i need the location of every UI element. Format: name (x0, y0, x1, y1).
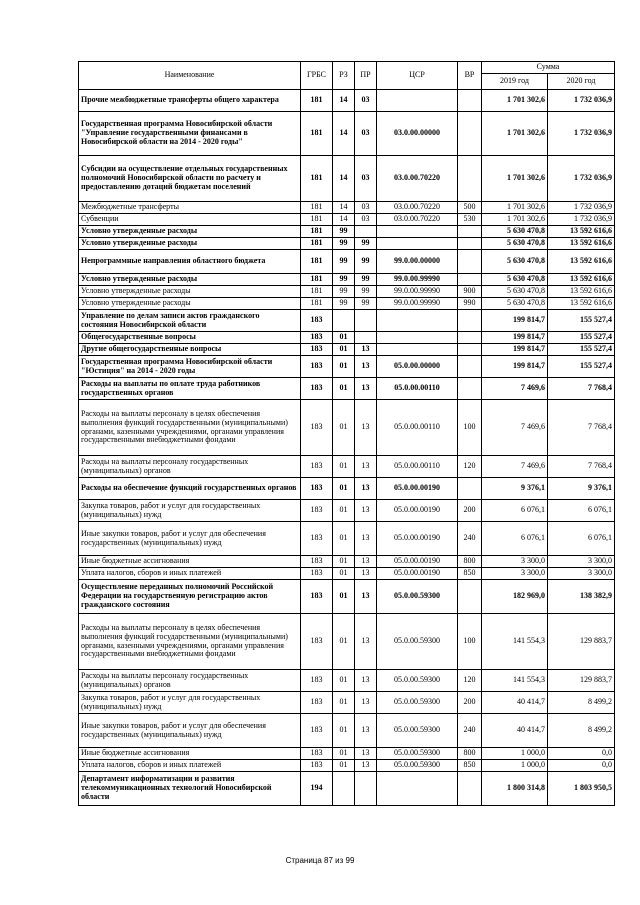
cell-name: Государственная программа Новосибирской области "Управление государственными финансами в Новосибирской области на 2014 - 2020 годы" (79, 112, 301, 156)
cell-name: Условно утвержденные расходы (79, 286, 301, 298)
cell-rz: 14 (333, 90, 355, 112)
cell-vr: 800 (458, 556, 482, 568)
cell-name: Управление по делам записи актов гражданского состояния Новосибирской области (79, 310, 301, 332)
table-row (79, 670, 615, 692)
cell-pr: 99 (355, 250, 377, 274)
table-row (79, 772, 615, 806)
cell-rz: 14 (333, 156, 355, 202)
cell-rz: 99 (333, 286, 355, 298)
cell-s2020: 1 803 950,5 (548, 772, 615, 806)
cell-s2019: 1 701 302,6 (482, 112, 548, 156)
cell-csr: 05.0.00.00190 (377, 522, 458, 556)
cell-pr: 13 (355, 556, 377, 568)
cell-grbs: 183 (301, 556, 333, 568)
cell-grbs: 183 (301, 356, 333, 378)
cell-s2019: 9 376,1 (482, 478, 548, 500)
cell-pr: 99 (355, 286, 377, 298)
cell-csr: 05.0.00.00110 (377, 378, 458, 400)
header-grbs: ГРБС (301, 62, 333, 90)
cell-rz: 01 (333, 378, 355, 400)
cell-name: Закупка товаров, работ и услуг для государственных (муниципальных) нужд (79, 692, 301, 714)
cell-s2019: 199 814,7 (482, 344, 548, 356)
cell-s2019: 5 630 470,8 (482, 226, 548, 238)
cell-name: Иные закупки товаров, работ и услуг для обеспечения государственных (муниципальных) нужд (79, 714, 301, 748)
cell-grbs: 183 (301, 614, 333, 670)
cell-s2019: 40 414,7 (482, 692, 548, 714)
cell-pr: 13 (355, 568, 377, 580)
cell-rz: 01 (333, 400, 355, 456)
cell-name: Иные бюджетные ассигнования (79, 556, 301, 568)
cell-vr: 900 (458, 286, 482, 298)
cell-rz: 01 (333, 748, 355, 760)
cell-name: Субсидии на осуществление отдельных государственных полномочий Новосибирской области по расчету и предоставлению дотаций бюджетам поселений (79, 156, 301, 202)
cell-s2019: 1 800 314,8 (482, 772, 548, 806)
cell-rz: 01 (333, 500, 355, 522)
table-row (79, 332, 615, 344)
cell-pr: 99 (355, 274, 377, 286)
cell-name: Расходы на выплаты персоналу в целях обеспечения выполнения функций государственными (муниципальными) органами, казенными учреждениями, органами управления государственными внебюджетными фондами (79, 400, 301, 456)
cell-grbs: 181 (301, 238, 333, 250)
cell-name: Условно утвержденные расходы (79, 238, 301, 250)
cell-vr: 100 (458, 400, 482, 456)
cell-s2019: 7 469,6 (482, 456, 548, 478)
cell-pr: 13 (355, 344, 377, 356)
cell-name: Межбюджетные трансферты (79, 202, 301, 214)
cell-s2020: 0,0 (548, 748, 615, 760)
cell-vr: 120 (458, 670, 482, 692)
cell-name: Закупка товаров, работ и услуг для государственных (муниципальных) нужд (79, 500, 301, 522)
header-csr: ЦСР (377, 62, 458, 90)
cell-s2019: 199 814,7 (482, 356, 548, 378)
cell-s2020: 7 768,4 (548, 400, 615, 456)
cell-rz: 01 (333, 714, 355, 748)
cell-pr: 03 (355, 202, 377, 214)
cell-csr: 05.0.00.00190 (377, 556, 458, 568)
cell-s2020: 13 592 616,6 (548, 250, 615, 274)
table-row (79, 226, 615, 238)
cell-s2020: 1 732 036,9 (548, 90, 615, 112)
cell-s2019: 7 469,6 (482, 378, 548, 400)
header-name: Наименование (79, 62, 301, 90)
cell-grbs: 183 (301, 670, 333, 692)
cell-vr: 850 (458, 568, 482, 580)
cell-rz: 14 (333, 202, 355, 214)
cell-s2020: 13 592 616,6 (548, 238, 615, 250)
table-row (79, 714, 615, 748)
table-row (79, 378, 615, 400)
cell-csr: 03.0.00.70220 (377, 214, 458, 226)
cell-csr: 99.0.00.00000 (377, 250, 458, 274)
cell-s2019: 40 414,7 (482, 714, 548, 748)
cell-rz: 01 (333, 556, 355, 568)
cell-rz: 01 (333, 568, 355, 580)
cell-name: Прочие межбюджетные трансферты общего характера (79, 90, 301, 112)
cell-csr (377, 310, 458, 332)
cell-pr: 03 (355, 156, 377, 202)
cell-grbs: 183 (301, 310, 333, 332)
table-row (79, 250, 615, 274)
table-row (79, 456, 615, 478)
table-row (79, 568, 615, 580)
header-year-2019: 2019 год (482, 74, 548, 90)
cell-grbs: 183 (301, 748, 333, 760)
page-footer: Страница 87 из 99 (285, 856, 355, 865)
cell-pr: 03 (355, 112, 377, 156)
cell-rz: 01 (333, 670, 355, 692)
cell-pr: 03 (355, 90, 377, 112)
cell-name: Осуществление переданных полномочий Российской Федерации на государственную регистрацию актов гражданского состояния (79, 580, 301, 614)
cell-rz: 01 (333, 332, 355, 344)
header-sum: Сумма (482, 62, 615, 74)
cell-s2019: 1 000,0 (482, 760, 548, 772)
cell-vr (458, 274, 482, 286)
cell-csr (377, 90, 458, 112)
cell-rz (333, 772, 355, 806)
cell-s2019: 7 469,6 (482, 400, 548, 456)
cell-name: Условно утвержденные расходы (79, 274, 301, 286)
cell-rz: 99 (333, 250, 355, 274)
cell-s2019: 6 076,1 (482, 522, 548, 556)
cell-grbs: 181 (301, 90, 333, 112)
cell-s2020: 8 499,2 (548, 714, 615, 748)
cell-grbs: 181 (301, 286, 333, 298)
table-row (79, 156, 615, 202)
cell-s2020: 0,0 (548, 760, 615, 772)
cell-grbs: 183 (301, 760, 333, 772)
table-row (79, 298, 615, 310)
cell-s2020: 1 732 036,9 (548, 214, 615, 226)
table-row (79, 692, 615, 714)
cell-rz: 01 (333, 760, 355, 772)
cell-s2019: 3 300,0 (482, 568, 548, 580)
cell-vr: 240 (458, 522, 482, 556)
cell-s2019: 141 554,3 (482, 670, 548, 692)
budget-table (78, 61, 615, 806)
cell-s2019: 5 630 470,8 (482, 274, 548, 286)
cell-grbs: 181 (301, 226, 333, 238)
cell-pr: 13 (355, 760, 377, 772)
cell-grbs: 183 (301, 478, 333, 500)
cell-name: Расходы на выплаты персоналу государственных (муниципальных) органов (79, 456, 301, 478)
cell-s2019: 3 300,0 (482, 556, 548, 568)
cell-grbs: 181 (301, 112, 333, 156)
cell-name: Субвенции (79, 214, 301, 226)
cell-grbs: 183 (301, 568, 333, 580)
table-row (79, 556, 615, 568)
table-row (79, 310, 615, 332)
cell-pr: 13 (355, 748, 377, 760)
cell-pr: 13 (355, 692, 377, 714)
cell-name: Непрограммные направления областного бюджета (79, 250, 301, 274)
cell-rz: 01 (333, 692, 355, 714)
cell-csr: 05.0.00.00000 (377, 356, 458, 378)
cell-pr: 13 (355, 456, 377, 478)
cell-s2020: 155 527,4 (548, 332, 615, 344)
cell-s2020: 6 076,1 (548, 500, 615, 522)
cell-csr: 05.0.00.00110 (377, 456, 458, 478)
cell-pr (355, 310, 377, 332)
cell-grbs: 183 (301, 332, 333, 344)
cell-name: Иные закупки товаров, работ и услуг для обеспечения государственных (муниципальных) нужд (79, 522, 301, 556)
cell-csr: 05.0.00.59300 (377, 670, 458, 692)
cell-csr (377, 332, 458, 344)
cell-s2020: 3 300,0 (548, 556, 615, 568)
cell-s2019: 6 076,1 (482, 500, 548, 522)
cell-rz: 01 (333, 356, 355, 378)
cell-pr (355, 772, 377, 806)
cell-s2019: 5 630 470,8 (482, 286, 548, 298)
cell-name: Расходы на выплаты персоналу в целях обеспечения выполнения функций государственными (муниципальными) органами, казенными учреждениями, органами управления государственными внебюджетными фондами (79, 614, 301, 670)
cell-name: Расходы на выплаты по оплате труда работников государственных органов (79, 378, 301, 400)
table-row (79, 286, 615, 298)
cell-name: Условно утвержденные расходы (79, 226, 301, 238)
cell-rz: 99 (333, 274, 355, 286)
cell-vr (458, 156, 482, 202)
cell-csr (377, 238, 458, 250)
cell-grbs: 183 (301, 522, 333, 556)
cell-vr (458, 580, 482, 614)
cell-vr (458, 310, 482, 332)
cell-pr (355, 332, 377, 344)
cell-vr: 120 (458, 456, 482, 478)
cell-grbs: 183 (301, 500, 333, 522)
cell-rz: 01 (333, 522, 355, 556)
table-body (79, 90, 615, 806)
cell-vr (458, 478, 482, 500)
cell-vr: 200 (458, 692, 482, 714)
cell-s2020: 138 382,9 (548, 580, 615, 614)
cell-s2019: 1 701 302,6 (482, 90, 548, 112)
cell-s2019: 141 554,3 (482, 614, 548, 670)
cell-grbs: 181 (301, 298, 333, 310)
header-vr: ВР (458, 62, 482, 90)
cell-csr: 05.0.00.59300 (377, 580, 458, 614)
header-rz: РЗ (333, 62, 355, 90)
cell-csr: 05.0.00.00190 (377, 478, 458, 500)
cell-pr: 13 (355, 580, 377, 614)
cell-name: Государственная программа Новосибирской области "Юстиция" на 2014 - 2020 годы (79, 356, 301, 378)
cell-csr (377, 344, 458, 356)
cell-grbs: 181 (301, 202, 333, 214)
cell-rz: 14 (333, 112, 355, 156)
cell-grbs: 194 (301, 772, 333, 806)
cell-pr (355, 226, 377, 238)
cell-rz (333, 310, 355, 332)
cell-grbs: 183 (301, 456, 333, 478)
cell-grbs: 183 (301, 714, 333, 748)
cell-s2019: 199 814,7 (482, 310, 548, 332)
cell-s2020: 6 076,1 (548, 522, 615, 556)
cell-s2019: 1 701 302,6 (482, 214, 548, 226)
cell-pr: 99 (355, 238, 377, 250)
cell-rz: 99 (333, 226, 355, 238)
cell-s2020: 13 592 616,6 (548, 226, 615, 238)
cell-s2019: 182 969,0 (482, 580, 548, 614)
cell-vr (458, 344, 482, 356)
cell-s2019: 1 701 302,6 (482, 202, 548, 214)
cell-s2019: 5 630 470,8 (482, 238, 548, 250)
cell-csr: 03.0.00.00000 (377, 112, 458, 156)
cell-vr: 530 (458, 214, 482, 226)
table-row (79, 614, 615, 670)
cell-pr: 13 (355, 670, 377, 692)
cell-vr: 200 (458, 500, 482, 522)
cell-name: Другие общегосударственные вопросы (79, 344, 301, 356)
table-row (79, 580, 615, 614)
cell-vr (458, 226, 482, 238)
cell-vr: 100 (458, 614, 482, 670)
header-year-2020: 2020 год (548, 74, 615, 90)
table-row (79, 356, 615, 378)
cell-s2020: 7 768,4 (548, 378, 615, 400)
table-row (79, 202, 615, 214)
cell-csr: 05.0.00.00190 (377, 500, 458, 522)
cell-rz: 01 (333, 614, 355, 670)
table-row (79, 214, 615, 226)
cell-pr: 13 (355, 400, 377, 456)
cell-s2020: 3 300,0 (548, 568, 615, 580)
cell-s2020: 13 592 616,6 (548, 298, 615, 310)
cell-s2019: 1 000,0 (482, 748, 548, 760)
cell-s2020: 129 883,7 (548, 670, 615, 692)
cell-s2020: 9 376,1 (548, 478, 615, 500)
cell-s2020: 155 527,4 (548, 310, 615, 332)
table-row (79, 522, 615, 556)
cell-csr: 05.0.00.59300 (377, 760, 458, 772)
cell-vr: 240 (458, 714, 482, 748)
cell-rz: 99 (333, 298, 355, 310)
cell-pr: 13 (355, 522, 377, 556)
cell-grbs: 181 (301, 214, 333, 226)
cell-grbs: 183 (301, 378, 333, 400)
cell-pr: 13 (355, 714, 377, 748)
cell-csr: 05.0.00.00110 (377, 400, 458, 456)
cell-vr: 850 (458, 760, 482, 772)
cell-vr (458, 356, 482, 378)
cell-pr: 13 (355, 500, 377, 522)
cell-pr: 03 (355, 214, 377, 226)
cell-grbs: 183 (301, 692, 333, 714)
cell-grbs: 183 (301, 580, 333, 614)
cell-grbs: 181 (301, 250, 333, 274)
cell-pr: 13 (355, 614, 377, 670)
table-row (79, 478, 615, 500)
cell-rz: 01 (333, 456, 355, 478)
cell-grbs: 183 (301, 400, 333, 456)
cell-vr (458, 238, 482, 250)
cell-s2020: 1 732 036,9 (548, 156, 615, 202)
cell-csr: 05.0.00.59300 (377, 614, 458, 670)
cell-rz: 01 (333, 478, 355, 500)
cell-vr (458, 112, 482, 156)
cell-vr: 500 (458, 202, 482, 214)
cell-csr: 05.0.00.59300 (377, 692, 458, 714)
cell-grbs: 181 (301, 274, 333, 286)
cell-csr: 03.0.00.70220 (377, 156, 458, 202)
cell-csr (377, 226, 458, 238)
cell-csr: 05.0.00.59300 (377, 748, 458, 760)
cell-s2020: 129 883,7 (548, 614, 615, 670)
cell-vr: 990 (458, 298, 482, 310)
cell-s2020: 8 499,2 (548, 692, 615, 714)
cell-vr (458, 250, 482, 274)
cell-s2019: 1 701 302,6 (482, 156, 548, 202)
cell-name: Расходы на выплаты персоналу государственных (муниципальных) органов (79, 670, 301, 692)
table-row (79, 500, 615, 522)
cell-s2020: 155 527,4 (548, 356, 615, 378)
cell-name: Уплата налогов, сборов и иных платежей (79, 568, 301, 580)
cell-csr (377, 772, 458, 806)
cell-csr: 99.0.00.99990 (377, 286, 458, 298)
cell-pr: 13 (355, 378, 377, 400)
cell-s2020: 13 592 616,6 (548, 286, 615, 298)
cell-s2020: 1 732 036,9 (548, 112, 615, 156)
cell-rz: 14 (333, 214, 355, 226)
cell-csr: 03.0.00.70220 (377, 202, 458, 214)
table-row (79, 748, 615, 760)
table-row (79, 400, 615, 456)
cell-grbs: 181 (301, 156, 333, 202)
cell-pr: 13 (355, 356, 377, 378)
header-pr: ПР (355, 62, 377, 90)
cell-s2020: 7 768,4 (548, 456, 615, 478)
cell-vr (458, 90, 482, 112)
cell-rz: 01 (333, 580, 355, 614)
cell-name: Иные бюджетные ассигнования (79, 748, 301, 760)
cell-name: Расходы на обеспечение функций государственных органов (79, 478, 301, 500)
cell-name: Уплата налогов, сборов и иных платежей (79, 760, 301, 772)
cell-csr: 99.0.00.99990 (377, 274, 458, 286)
cell-vr (458, 378, 482, 400)
cell-pr: 13 (355, 478, 377, 500)
table-row (79, 760, 615, 772)
cell-rz: 01 (333, 344, 355, 356)
table-row (79, 112, 615, 156)
cell-vr (458, 772, 482, 806)
cell-vr (458, 332, 482, 344)
cell-s2020: 1 732 036,9 (548, 202, 615, 214)
cell-grbs: 183 (301, 344, 333, 356)
cell-s2019: 5 630 470,8 (482, 298, 548, 310)
table-row (79, 90, 615, 112)
cell-s2020: 13 592 616,6 (548, 274, 615, 286)
cell-name: Общегосударственные вопросы (79, 332, 301, 344)
cell-vr: 800 (458, 748, 482, 760)
table-row (79, 238, 615, 250)
cell-pr: 99 (355, 298, 377, 310)
cell-csr: 99.0.00.99990 (377, 298, 458, 310)
table-row (79, 274, 615, 286)
cell-name: Департамент информатизации и развития телекоммуникационных технологий Новосибирской области (79, 772, 301, 806)
cell-name: Условно утвержденные расходы (79, 298, 301, 310)
cell-s2020: 155 527,4 (548, 344, 615, 356)
cell-csr: 05.0.00.00190 (377, 568, 458, 580)
table-row (79, 344, 615, 356)
cell-csr: 05.0.00.59300 (377, 714, 458, 748)
cell-s2019: 199 814,7 (482, 332, 548, 344)
cell-rz: 99 (333, 238, 355, 250)
cell-s2019: 5 630 470,8 (482, 250, 548, 274)
